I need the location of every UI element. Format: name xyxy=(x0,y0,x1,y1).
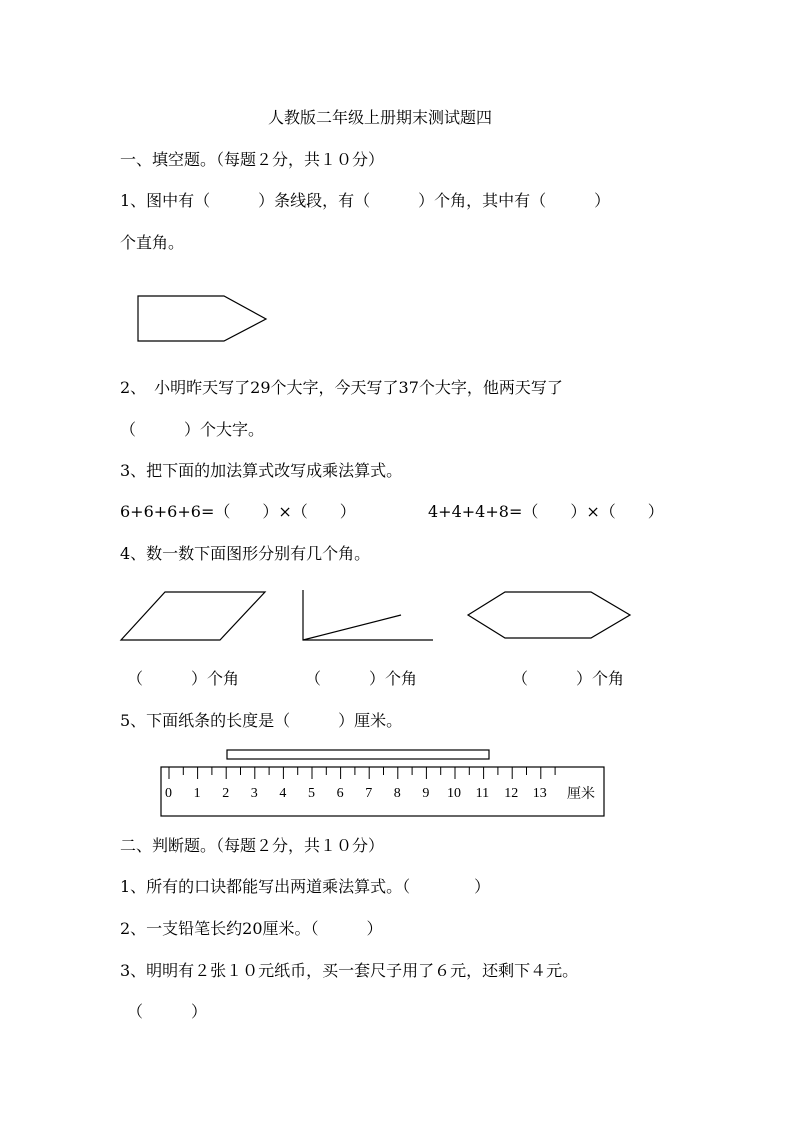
q4-text: 4、数一数下面图形分别有几个角。 xyxy=(120,544,371,563)
ruler-label-10: 10 xyxy=(447,786,461,801)
q3-text: 3、把下面的加法算式改写成乘法算式。 xyxy=(120,461,403,480)
angle-shape xyxy=(303,590,433,640)
q5-text: 5、下面纸条的长度是（ ）厘米。 xyxy=(120,711,403,730)
ruler-labels xyxy=(165,786,547,801)
q4-answer-angle: （ ）个角 xyxy=(305,669,418,688)
ruler-ticks xyxy=(169,767,555,779)
q3-left-expression: 6+6+6+6=（ ）×（ ） xyxy=(120,502,356,521)
ruler-unit-label: 厘米 xyxy=(567,786,595,802)
q4-answer-parallelogram: （ ）个角 xyxy=(127,669,240,688)
ruler-label-5: 5 xyxy=(308,786,315,801)
judge-q3-line1: 3、明明有２张１０元纸币，买一套尺子用了６元，还剩下４元。 xyxy=(120,961,579,980)
judge-q2: 2、一支铅笔长约20厘米。（ ） xyxy=(120,919,383,938)
ruler-label-6: 6 xyxy=(336,786,344,801)
judge-q3-line2: （ ） xyxy=(127,1002,208,1021)
page-title: 人教版二年级上册期末测试题四 xyxy=(268,108,493,127)
ruler-label-11: 11 xyxy=(475,786,490,801)
parallelogram-shape xyxy=(121,592,265,640)
ruler-label-3: 3 xyxy=(250,786,258,801)
q3-right-expression: 4+4+4+8=（ ）×（ ） xyxy=(428,502,664,521)
ruler-label-13: 13 xyxy=(532,786,547,801)
q1-line2: 个直角。 xyxy=(120,233,185,252)
ruler-label-8: 8 xyxy=(393,786,401,801)
ruler-label-7: 7 xyxy=(365,786,373,801)
pentagon-shape xyxy=(138,296,266,341)
ruler-label-9: 9 xyxy=(422,786,430,801)
ruler-label-4: 4 xyxy=(279,786,287,801)
q1-line1: 1、图中有（ ）条线段，有（ ）个角，其中有（ ） xyxy=(120,191,611,210)
ruler-label-0: 0 xyxy=(165,786,172,801)
ruler-label-2: 2 xyxy=(222,786,230,801)
q4-answer-hexagon: （ ）个角 xyxy=(512,669,625,688)
judge-q1: 1、所有的口诀都能写出两道乘法算式。（ ） xyxy=(120,877,491,896)
section2-heading: 二、判断题。（每题２分，共１０分） xyxy=(120,836,385,855)
section1-heading: 一、填空题。（每题２分，共１０分） xyxy=(120,150,385,169)
ruler-label-1: 1 xyxy=(193,786,201,801)
q2-line2: （ ）个大字。 xyxy=(120,420,265,439)
hexagon-shape xyxy=(468,592,630,638)
q2-line1: 2、 小明昨天写了29个大字，今天写了37个大字，他两天写了 xyxy=(120,378,563,397)
ruler-label-12: 12 xyxy=(504,786,519,801)
angle-ray xyxy=(303,615,401,640)
paper-strip xyxy=(227,750,489,759)
